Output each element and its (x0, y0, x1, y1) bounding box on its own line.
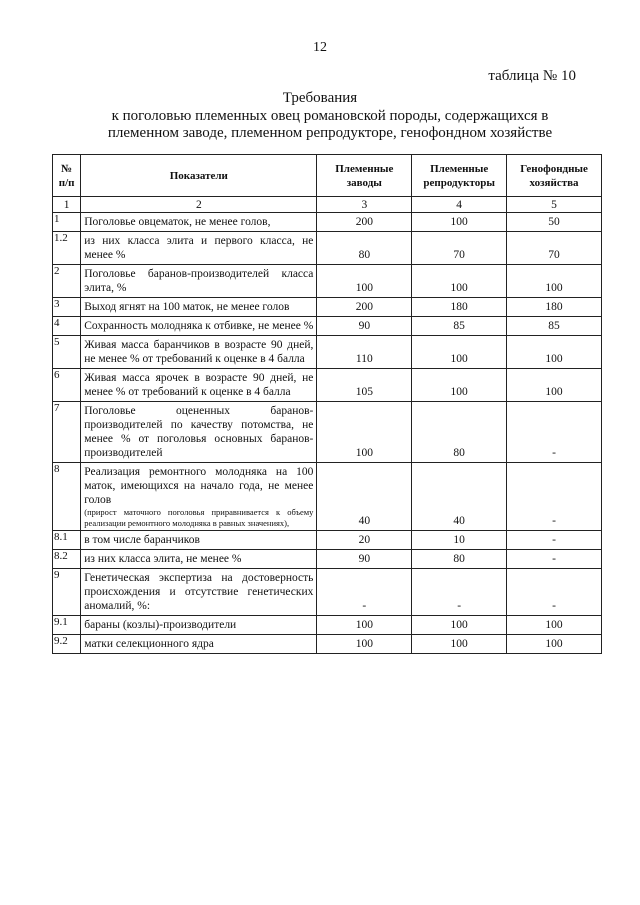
row-number: 9 (53, 569, 81, 616)
row-number: 3 (53, 298, 81, 317)
indicator-text: Живая масса ярочек в возрасте 90 дней, не менее % от требований к оценке в 4 балла (84, 372, 314, 398)
indicator-text: из них класса элита, не менее % (84, 553, 242, 565)
column-number: 1 (53, 197, 81, 213)
table-row (53, 336, 602, 369)
value-breeding-plants: 100 (317, 635, 412, 654)
value-gene-pool-farms: - (507, 531, 602, 550)
value-breeding-plants: 40 (317, 463, 412, 531)
header-breeding-reproducers: Племенные репродукторы (412, 155, 507, 197)
table-row (53, 402, 602, 463)
value-gene-pool-farms: 100 (507, 369, 602, 402)
value-breeding-plants: 80 (317, 232, 412, 265)
header-indicators: Показатели (81, 155, 317, 197)
column-number: 4 (412, 197, 507, 213)
value-breeding-plants: 90 (317, 550, 412, 569)
indicator-text: в том числе баранчиков (84, 534, 200, 546)
row-number: 1.2 (53, 232, 81, 265)
row-indicator (81, 317, 317, 336)
value-breeding-reproducers: 100 (412, 369, 507, 402)
row-number: 2 (53, 265, 81, 298)
value-breeding-plants: 200 (317, 298, 412, 317)
table-row (53, 616, 602, 635)
row-number: 9.1 (53, 616, 81, 635)
row-indicator (81, 635, 317, 654)
value-breeding-plants: 200 (317, 213, 412, 232)
value-breeding-reproducers: - (412, 569, 507, 616)
value-breeding-reproducers: 80 (412, 402, 507, 463)
value-breeding-reproducers: 40 (412, 463, 507, 531)
value-gene-pool-farms: 50 (507, 213, 602, 232)
value-breeding-plants: 110 (317, 336, 412, 369)
row-indicator (81, 550, 317, 569)
indicator-text: Поголовье баранов-производителей класса элита, % (84, 268, 314, 294)
row-indicator (81, 213, 317, 232)
value-gene-pool-farms: 100 (507, 336, 602, 369)
value-breeding-reproducers: 80 (412, 550, 507, 569)
column-number-row (53, 197, 602, 213)
table-label: таблица № 10 (488, 68, 576, 84)
value-breeding-reproducers: 100 (412, 635, 507, 654)
value-breeding-plants: 90 (317, 317, 412, 336)
value-breeding-reproducers: 10 (412, 531, 507, 550)
row-indicator (81, 616, 317, 635)
value-gene-pool-farms: 100 (507, 265, 602, 298)
row-number: 8.1 (53, 531, 81, 550)
value-breeding-plants: 20 (317, 531, 412, 550)
value-gene-pool-farms: - (507, 402, 602, 463)
table-header-row (53, 155, 602, 197)
value-breeding-plants: 105 (317, 369, 412, 402)
value-breeding-plants: - (317, 569, 412, 616)
value-gene-pool-farms: 180 (507, 298, 602, 317)
row-indicator (81, 531, 317, 550)
row-number: 7 (53, 402, 81, 463)
indicator-text: Реализация ремонтного молодняка на 100 маток, имеющихся на начало года, не менее голов (84, 466, 314, 506)
row-indicator (81, 232, 317, 265)
value-breeding-reproducers: 100 (412, 336, 507, 369)
row-number: 8 (53, 463, 81, 531)
indicator-text: Генетическая экспертиза на достоверность происхождения и отсутствие генетических аномалий, %: (84, 572, 314, 612)
table-row (53, 569, 602, 616)
indicator-text: из них класса элита и первого класса, не менее % (84, 235, 314, 261)
row-indicator (81, 265, 317, 298)
table-row (53, 213, 602, 232)
value-gene-pool-farms: 100 (507, 616, 602, 635)
row-indicator (81, 463, 317, 531)
value-breeding-reproducers: 85 (412, 317, 507, 336)
value-breeding-plants: 100 (317, 616, 412, 635)
column-number: 5 (507, 197, 602, 213)
value-breeding-reproducers: 100 (412, 213, 507, 232)
value-gene-pool-farms: - (507, 550, 602, 569)
table-row (53, 232, 602, 265)
table-row (53, 550, 602, 569)
column-number: 2 (81, 197, 317, 213)
value-breeding-reproducers: 180 (412, 298, 507, 317)
column-number: 3 (317, 197, 412, 213)
row-indicator (81, 336, 317, 369)
requirements-table (52, 154, 602, 654)
table-row (53, 369, 602, 402)
indicator-note: (прирост маточного поголовья приравнивается к объему реализации ремонтного молодняка в равных значениях), (84, 507, 314, 528)
value-breeding-reproducers: 100 (412, 265, 507, 298)
document-title: Требования (282, 90, 358, 106)
value-gene-pool-farms: 85 (507, 317, 602, 336)
value-breeding-plants: 100 (317, 402, 412, 463)
value-gene-pool-farms: 70 (507, 232, 602, 265)
table-row (53, 463, 602, 531)
value-breeding-reproducers: 70 (412, 232, 507, 265)
value-breeding-plants: 100 (317, 265, 412, 298)
indicator-text: бараны (козлы)-производители (84, 619, 237, 631)
indicator-text: Поголовье овцематок, не менее голов, (84, 216, 271, 228)
header-number: № п/п (53, 155, 81, 197)
value-gene-pool-farms: - (507, 463, 602, 531)
row-indicator (81, 369, 317, 402)
document-subtitle: к поголовью племенных овец романовской породы, содержащихся в племенном заводе, племенном репродукторе, генофондном хозяйстве (107, 108, 553, 141)
indicator-text: Живая масса баранчиков в возрасте 90 дней, не менее % от требований к оценке в 4 балла (84, 339, 314, 365)
row-number: 5 (53, 336, 81, 369)
row-number: 8.2 (53, 550, 81, 569)
header-breeding-plants: Племенные заводы (317, 155, 412, 197)
value-gene-pool-farms: 100 (507, 635, 602, 654)
row-number: 1 (53, 213, 81, 232)
row-number: 4 (53, 317, 81, 336)
row-indicator (81, 298, 317, 317)
table-row (53, 317, 602, 336)
value-breeding-reproducers: 100 (412, 616, 507, 635)
value-gene-pool-farms: - (507, 569, 602, 616)
table-row (53, 298, 602, 317)
table-row (53, 635, 602, 654)
row-indicator (81, 402, 317, 463)
indicator-text: Поголовье оцененных баранов-производителей по качеству потомства, не менее % от поголовья основных баранов-производителей (84, 405, 314, 459)
table-row (53, 265, 602, 298)
header-gene-pool-farms: Генофондные хозяйства (507, 155, 602, 197)
indicator-text: Выход ягнят на 100 маток, не менее голов (84, 301, 290, 313)
row-indicator (81, 569, 317, 616)
row-number: 9.2 (53, 635, 81, 654)
page-number: 12 (313, 40, 327, 55)
table-row (53, 531, 602, 550)
indicator-text: матки селекционного ядра (84, 638, 214, 650)
row-number: 6 (53, 369, 81, 402)
indicator-text: Сохранность молодняка к отбивке, не менее % (84, 320, 314, 332)
